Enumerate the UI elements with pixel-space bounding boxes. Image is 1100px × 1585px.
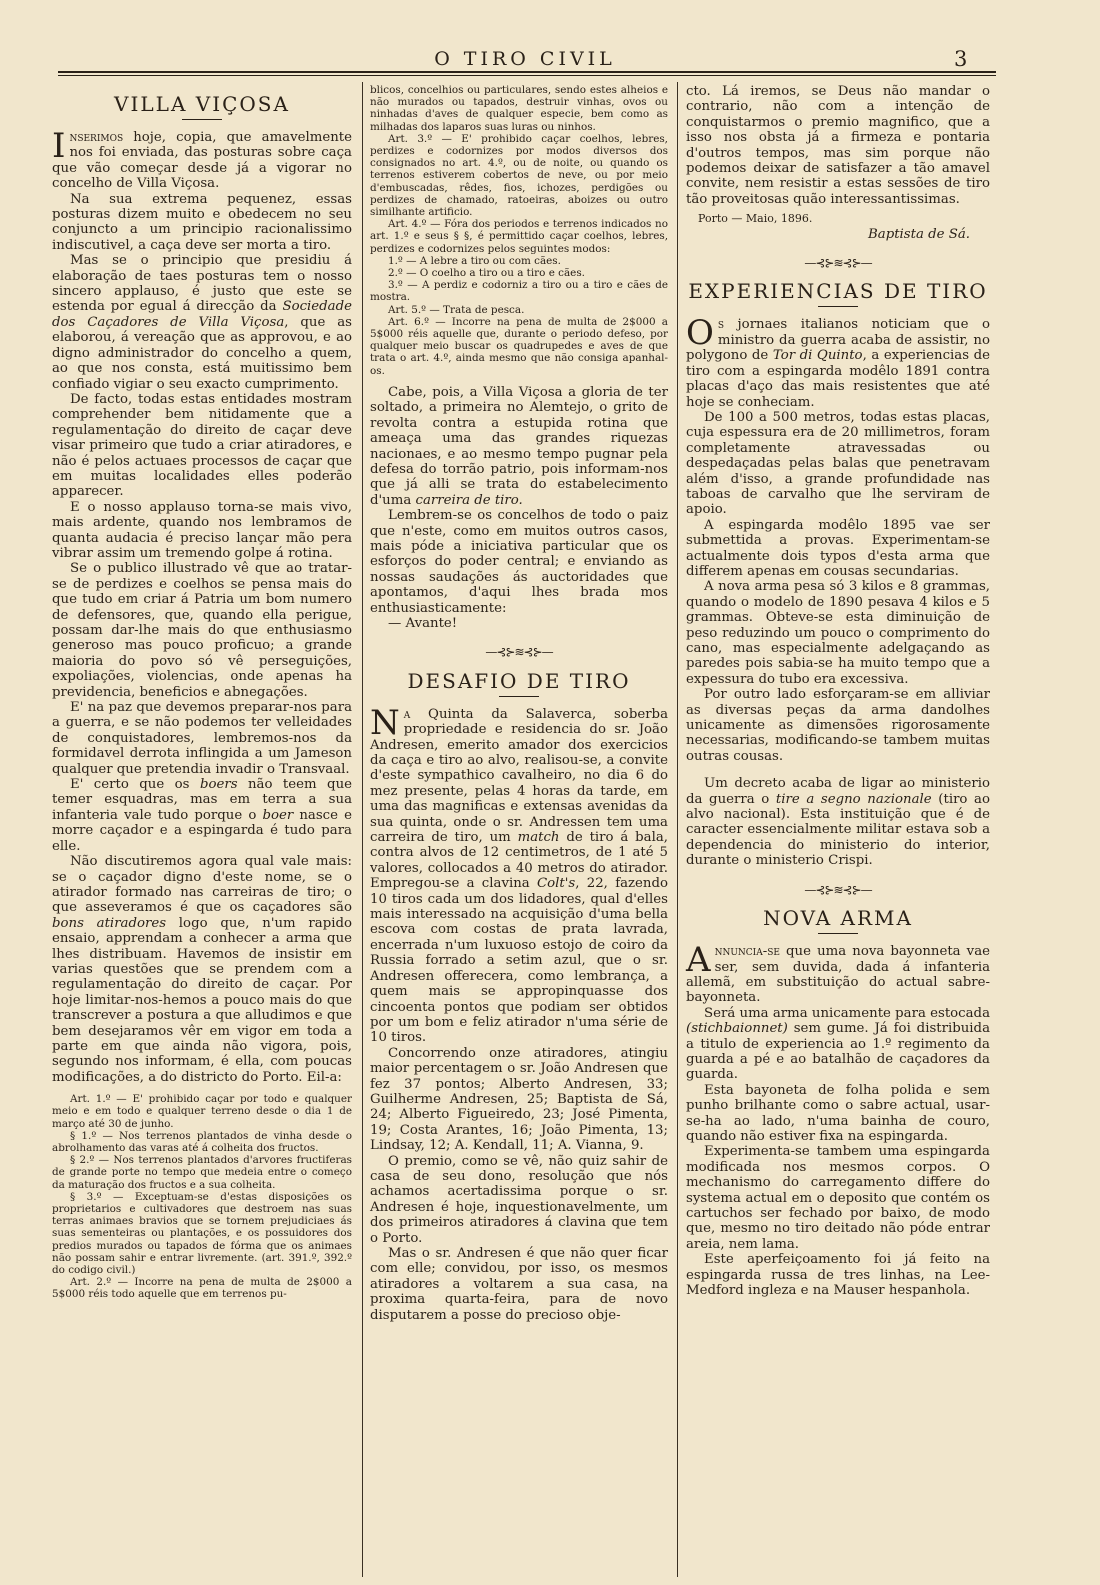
title-dash (818, 933, 858, 934)
regulation-item: Art. 6.º — Incorre na pena de multa de 2$000 a 5$000 réis aquelle que, durante o periodo defeso, por qualquer meio buscar os quadrupedes e aves de que trata o art. 4.º, ainda mesmo que não consiga apanhal-os. (370, 315, 668, 377)
regulation-item: § 2.º — Nos terrenos plantados d'arvores fructiferas de grande porte no tempo que medeia entre o começo da maturação dos fructos e a sua colheita. (52, 1154, 352, 1191)
regulation-item: blicos, concelhios ou particulares, sendo estes alheios e não murados ou tapados, destruir vinhas, ovos ou ninhadas d'aves de qualquer especie, bem como as milhadas dos laparos suas luras ou ninhos. (370, 84, 668, 133)
title-dash (818, 306, 858, 307)
article-paragraph: Experimenta-se tambem uma espingarda modificada nos mesmos corpos. O mechanismo do carregamento differe do systema actual em o deposito que contém os cartuchos ser fechado por baixo, de modo que, mesmo no tiro deitado não póde entrar areia, nem lama. (686, 1144, 990, 1252)
place-date: Porto — Maio, 1896. (698, 212, 813, 226)
page-number: 3 (954, 47, 968, 71)
article-paragraph: E o nosso applauso torna-se mais vivo, mais ardente, quando nos lembramos de quanta audacia é preciso lançar mão pera vibrar assim um tremendo golpe á rotina. (52, 499, 352, 561)
column-1 (52, 84, 352, 1309)
article-paragraph: E' na paz que devemos preparar-nos para a guerra, e se não podemos ter velleidades de conquistadores, lembremos-nos da formidavel derrota inflingida a um Jameson qualquer que pretendia invadir o Transvaal. (52, 700, 352, 777)
article-paragraph: Não discutiremos agora qual vale mais: se o caçador digno d'este nome, se o atirador formado nas carreiras de tiro; o que asseveramos é que os caçadores são bons atiradores logo que, n'um rapido ensaio, apprendam a conhecer a arma que lhes distribuam. Havemos de insistir em varias questões que se prendem com a regulamentação do direito de caçar. Por hoje limitar-nos-hemos a pouco mais do que transcrever a postura a que alludimos e que bem desejaramos vêr em vigor em toda a parte em que ainda não vigora, pois, segundo nos informam, é ella, com poucas modificações, a do districto do Porto. Eil-a: (52, 854, 352, 1085)
article-paragraph: cto. Lá iremos, se Deus não mandar o contrario, não com a intenção de conquistarmos o premio magnifico, que a isso nos obsta já a firmeza e pontaria d'outros tempos, mas sim porque não podemos deixar de satisfazer a tão amavel convite, nem resistir a estas sessões de tiro tão proveitosas quão interessantissimas. (686, 84, 990, 207)
drop-cap: I (52, 126, 66, 166)
article-paragraph: Concorrendo onze atiradores, atingiu maior percentagem o sr. João Andresen que fez 37 pontos; Alberto Andresen, 33; Guilherme Andresen, 25; Baptista de Sá, 24; Alberto Figueiredo, 23; José Pimenta, 19; Costa Arantes, 16; João Pimenta, 13; Lindsay, 12; A. Kendall, 11; A. Vianna, 9. (370, 1045, 668, 1154)
regulation-item: § 1.º — Nos terrenos plantados de vinha desde o abrolhamento das varas até á colheita dos fructos. (52, 1129, 352, 1154)
article-paragraph: Esta bayoneta de folha polida e sem punho brilhante como o sabre actual, usar-se-ha ao lado, n'uma bainha de couro, quando não estiver fixa na espingarda. (686, 1082, 990, 1144)
article-paragraph: Annuncia-se que uma nova bayonneta vae ser, sem duvida, dada á infanteria allemã, em substituição do actual sabre-bayonneta. (686, 940, 990, 1006)
regulation-text-continued (370, 84, 668, 377)
signature: Baptista de Sá. (868, 226, 970, 242)
article-paragraph: Por outro lado esforçaram-se em alliviar as diversas peças da arma dandolhes unicamente as dimensões rigorosamente necessarias, modificando-se tambem muitas outras cousas. (686, 687, 990, 764)
section-ornament: —⊰⊱≋⊰⊱— (804, 256, 872, 271)
article-paragraph: De facto, todas estas entidades mostram comprehender bem nitidamente que a regulamentação do direito de caçar deve visar primeiro que tudo a criar atiradores, e não é pelos actuaes processos de caçar que em muitas localidades elles poderão apparecer. (52, 391, 352, 500)
experiencias-title: EXPERIENCIAS DE TIRO (688, 279, 988, 304)
masthead-title: O TIRO CIVIL (434, 48, 616, 70)
villa-vicosa-title: VILLA VIÇOSA (114, 92, 290, 116)
article-paragraph: Se o publico illustrado vê que ao tratar-se de perdizes e coelhos se pensa mais do que tudo em criar á Patria um bom numero de defensores, que, quando ella perigue, possam dar-lhe mais do que enthusiasmo generoso mas pouco proficuo; a grande maioria do povo só vê perseguições, expoliações, violencias, onde apenas ha previdencia, beneficios e abnegações. (52, 561, 352, 700)
article-paragraph: Será uma arma unicamente para estocada (stichbaionnet) sem gume. Já foi distribuida a titulo de experiencia ao 1.º regimento da guarda a pé e ao batalhão de caçadores da guarda. (686, 1005, 990, 1083)
regulation-item: Art. 4.º — Fóra dos periodos e terrenos indicados no art. 1.º e seus § §, é permittido caçar coelhos, lebres, perdizes e codornizes pelos seguintes modos: (370, 218, 668, 255)
article-paragraph: O premio, como se vê, não quiz sahir de casa de seu dono, resolução que nós achamos acertadissima porque o sr. Andresen é hoje, inquestionavelmente, um dos primeiros atiradores á clavina que tem o Porto. (370, 1153, 668, 1246)
regulation-item: 2.º — O coelho a tiro ou a tiro e cães. (388, 267, 585, 280)
article-paragraph: E' certo que os boers não teem que temer esquadras, mas em terra a sua infanteria vale tudo porque o boer nasce e morre caçador e a espingarda é tudo para elle. (52, 777, 352, 854)
drop-cap: O (686, 313, 714, 354)
article-paragraph: Lembrem-se os concelhos de todo o paiz que n'este, como em muitos outros casos, mais póde a iniciativa particular que os esforços do poder central; e enviando as nossas saudações ás auctoridades que apontamos, d'aqui lhes brada mos enthusiasticamente: (370, 508, 668, 616)
article-paragraph: De 100 a 500 metros, todas estas placas, cuja espessura era de 20 millimetros, foram completamente atravessadas ou despedaçadas pelas balas que penetravam além d'isso, a grande profundidade nas taboas de carvalho que lhe serviram de apoio. (686, 409, 990, 518)
article-paragraph: A nova arma pesa só 3 kilos e 8 grammas, quando o modelo de 1890 pesava 4 kilos e 5 grammas. Obteve-se esta diminuição de peso reduzindo um pouco o comprimento do cano, mas especialmente adelgaçando as paredes pois sabia-se ha muito tempo que a expessura do tubo era excessiva. (686, 579, 990, 687)
column-2 (370, 84, 668, 1323)
article-paragraph: Na sua extrema pequenez, essas posturas dizem muito e obedecem no seu conjuncto a um principio racionalissimo indiscutivel, a caça deve ser morta a tiro. (52, 191, 352, 253)
column-divider-left (362, 82, 363, 1577)
regulation-item: § 3.º — Exceptuam-se d'estas disposições os proprietarios e cultivadores que destroem nas suas terras animaes bravios que se tornem prejudiciaes ás suas sementeiras ou plantações, e os possuidores dos predios murados ou tapados de fórma que os animaes não possam sahir e entrar livremente. (art. 391.º, 392.º do codigo civil.) (52, 1190, 352, 1277)
article-paragraph: Cabe, pois, a Villa Viçosa a gloria de ter soltado, a primeira no Alemtejo, o grito de revolta contra a estupida rotina que ameaça uma das grandes riquezas nacionaes, e ao mesmo tempo pugnar pela defesa do torrão patrio, pois informam-nos que já alli se trata do estabelecimento d'uma carreira de tiro. (370, 384, 668, 508)
regulation-item: Art. 1.º — E' prohibido caçar por todo e qualquer meio e em todo e qualquer terreno desde o dia 1 de março até 30 de junho. (52, 1093, 352, 1130)
article-paragraph: — Avante! (388, 615, 458, 631)
nova-arma-title: NOVA ARMA (763, 906, 913, 931)
article-paragraph: Este aperfeiçoamento foi já feito na espingarda russa de tres linhas, na Lee-Medford ingleza e na Mauser hespanhola. (686, 1252, 990, 1299)
drop-cap: N (370, 702, 400, 743)
article-paragraph: Na Quinta da Salaverca, soberba propriedade e residencia do sr. João Andresen, emerito amador dos exercicios da caça e tiro ao alvo, realisou-se, a convite d'este sympathico cavalheiro, no dia 6 do mez presente, pelas 4 horas da tarde, em uma das magnificas e extensas avenidas da sua quinta, onde o sr. Andressen tem uma carreira de tiro, um match de tiro á bala, contra alvos de 12 centimetros, de 1 até 5 valores, collocados a 40 metros do atirador. Empregou-se a clavina Colt's, 22, fazendo 10 tiros cada um dos lidadores, qual d'elles mais interessado na acquisição d'uma bella escova com costas de prata lavrada, encerrada n'um luxuoso estojo de coiro da Russia forrado a setim azul, que o sr. Andresen offerecera, como lembrança, a quem mais se appropinquasse dos cincoenta pontos que podiam ser obtidos por um bom e feliz atirador n'uma série de 10 tiros. (370, 702, 668, 1046)
article-paragraph: Mas se o principio que presidiu á elaboração de taes posturas tem o nosso sincero applauso, é justo que este se estenda por egual á direcção da Sociedade dos Caçadores de Villa Viçosa, que as elaborou, á vereação que as approvou, e ao digno administrador do concelho a quem, ao que nos consta, está muitissimo bem confiado vigiar o seu exacto cumprimento. (52, 253, 352, 392)
drop-cap: A (686, 940, 711, 981)
section-ornament: —⊰⊱≋⊰⊱— (485, 645, 553, 660)
regulation-item: Art. 3.º — E' prohibido caçar coelhos, lebres, perdizes e codornizes por modos diversos dos consignados no art. 4.º, ou de noite, ou quando os terrenos estiverem cobertos de neve, ou por meio d'embuscadas, rêdes, fios, ichozes, perdigões ou perdizes de chamado, ratoeiras, aboizes ou outro similhante artificio. (370, 132, 668, 219)
column-divider-right (677, 82, 678, 1577)
regulation-text (52, 1093, 352, 1300)
article-paragraph: Mas o sr. Andresen é que não quer ficar com elle; convidou, por isso, os mesmos atiradores a voltarem a sua casa, na proxima quarta-feira, para de novo disputarem a posse do precioso obje- (370, 1246, 668, 1323)
title-dash (499, 696, 539, 697)
regulation-item: Art. 5.º — Trata de pesca. (388, 303, 525, 316)
article-paragraph: A espingarda modêlo 1895 vae ser submettida a provas. Experimentam-se actualmente dois typos d'esta arma que differem apenas em cousas secundarias. (686, 517, 990, 579)
desafio-title: DESAFIO DE TIRO (407, 668, 631, 693)
article-paragraph: Inserimos hoje, copia, que amavelmente nos foi enviada, das posturas sobre caça que vão começar desde já a vigorar no concelho de Villa Viçosa. (52, 126, 352, 192)
article-paragraph: Os jornaes italianos noticiam que o ministro da guerra acaba de assistir, no polygono de Tor di Quinto, a experiencias de tiro com a espingarda modêlo 1891 contra placas d'aço das mais resistentes que até hoje se conheciam. (686, 313, 990, 410)
section-ornament: —⊰⊱≋⊰⊱— (804, 882, 872, 897)
column-3 (686, 84, 990, 1298)
header-rule (58, 71, 996, 73)
header-rule-thin (58, 75, 996, 76)
regulation-item: 3.º — A perdiz e codorniz a tiro ou a tiro e cães de mostra. (370, 279, 668, 304)
regulation-item: 1.º — A lebre a tiro ou com cães. (388, 254, 561, 267)
article-paragraph: Um decreto acaba de ligar ao ministerio da guerra o tire a segno nazionale (tiro ao alvo nacional). Esta instituição que é de caracter essencialmente militar estava sob a dependencia do ministerio do interior, durante o ministerio Crispi. (686, 776, 990, 869)
regulation-item: Art. 2.º — Incorre na pena de multa de 2$000 a 5$000 réis todo aquelle que em terrenos pu- (52, 1276, 352, 1301)
title-dash (182, 119, 222, 120)
